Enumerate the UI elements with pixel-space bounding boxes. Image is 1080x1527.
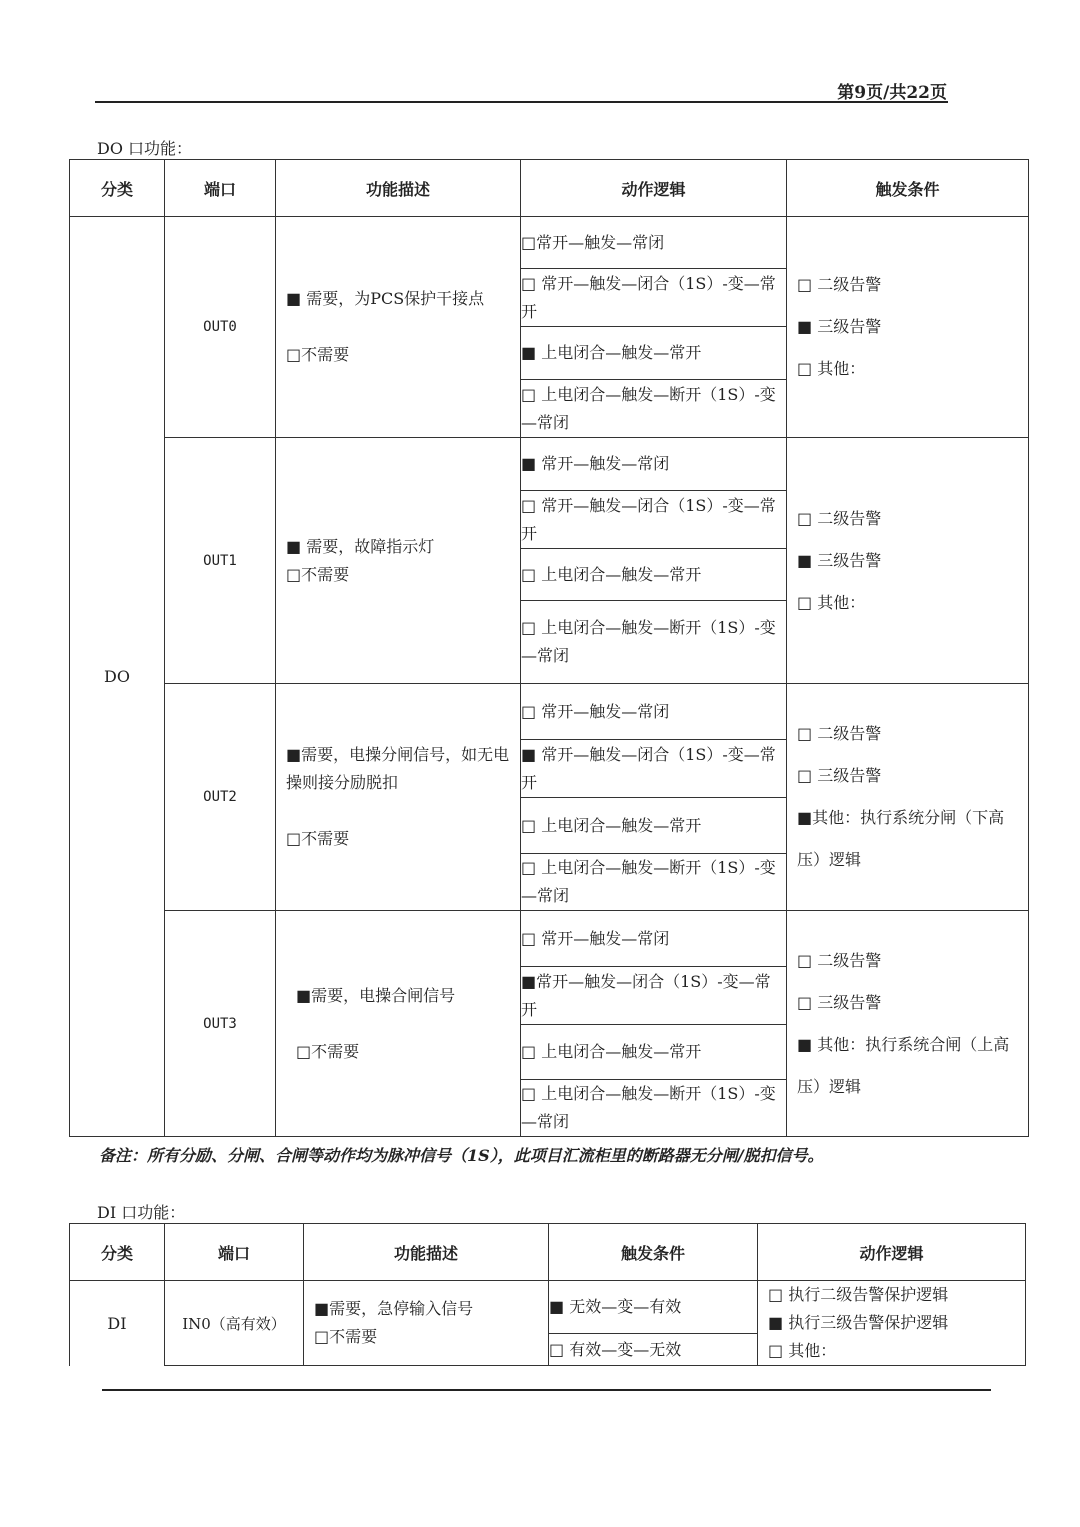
header-function-description: 功能描述 xyxy=(304,1224,549,1281)
function-description-cell xyxy=(276,684,521,911)
trigger-option[interactable]: ■ 无效—变—有效 xyxy=(549,1281,758,1334)
logic-option[interactable]: ■ 常开—触发—闭合（1S）-变—常开 xyxy=(521,740,787,798)
option-not-required[interactable]: □不需要 xyxy=(286,345,350,364)
logic-option[interactable]: □ 常开—触发—常闭 xyxy=(521,911,787,967)
header-action-logic: 动作逻辑 xyxy=(521,160,787,217)
logic-option[interactable]: □ 上电闭合—触发—断开（1S）-变—常闭 xyxy=(521,1080,787,1137)
option-not-required[interactable]: □不需要 xyxy=(296,1041,360,1061)
trigger-option[interactable]: □ 有效—变—无效 xyxy=(549,1334,758,1366)
page-number: 第9页/共22页 xyxy=(837,83,947,103)
category-cell xyxy=(70,217,165,1137)
logic-option[interactable]: □ 上电闭合—触发—常开 xyxy=(521,549,787,601)
trigger-condition-cell xyxy=(787,438,1029,684)
port-cell: OUT1 xyxy=(165,438,276,684)
trigger-option[interactable]: □ 二级告警 xyxy=(797,508,882,528)
trigger-option[interactable]: □ 二级告警 xyxy=(797,724,882,743)
function-description-cell xyxy=(276,911,521,1137)
di-header-row xyxy=(70,1224,1026,1281)
logic-option[interactable]: □ 上电闭合—触发—断开（1S）-变—常闭 xyxy=(521,854,787,911)
category-cell: DI xyxy=(70,1281,165,1366)
remark-note: 备注：所有分励、分闸、合闸等动作均为脉冲信号（1S），此项目汇流柜里的断路器无分闸/脱扣信号。 xyxy=(99,1146,824,1165)
logic-option[interactable]: □ 常开—触发—闭合（1S）-变—常开 xyxy=(521,269,787,327)
logic-option[interactable]: ■ 执行三级告警保护逻辑 xyxy=(768,1313,949,1332)
port-cell: OUT0 xyxy=(165,217,276,438)
option-required[interactable]: ■需要，急停输入信号 xyxy=(314,1299,474,1318)
trigger-option[interactable]: ■ 其他：执行系统合闸（上高压）逻辑 xyxy=(797,1034,1010,1096)
logic-option[interactable]: □ 执行二级告警保护逻辑 xyxy=(768,1285,949,1304)
header-function-description: 功能描述 xyxy=(276,160,521,217)
header-port: 端口 xyxy=(165,1224,304,1281)
logic-option[interactable]: ■ 常开—触发—常闭 xyxy=(521,438,787,491)
header-category: 分类 xyxy=(70,160,165,217)
action-logic-cell xyxy=(758,1281,1026,1366)
logic-option[interactable]: □常开—触发—常闭 xyxy=(521,217,787,269)
header-port: 端口 xyxy=(165,160,276,217)
header-trigger-condition: 触发条件 xyxy=(549,1224,758,1281)
trigger-option[interactable]: ■ 三级告警 xyxy=(797,317,882,336)
logic-option[interactable]: ■常开—触发—闭合（1S）-变—常开 xyxy=(521,967,787,1025)
trigger-option[interactable]: ■ 三级告警 xyxy=(797,550,882,570)
function-description-cell xyxy=(276,217,521,438)
trigger-option[interactable]: ■其他：执行系统分闸（下高压）逻辑 xyxy=(797,808,1005,869)
trigger-option[interactable]: □ 其他： xyxy=(797,592,866,612)
logic-option[interactable]: □ 上电闭合—触发—断开（1S）-变—常闭 xyxy=(521,380,787,438)
trigger-option[interactable]: □ 二级告警 xyxy=(797,275,882,294)
port-cell: IN0（高有效） xyxy=(165,1281,304,1366)
logic-option[interactable]: □ 上电闭合—触发—常开 xyxy=(521,798,787,854)
do-section-title: DO 口功能： xyxy=(97,139,193,158)
table-row xyxy=(70,438,1029,491)
trigger-option[interactable]: □ 二级告警 xyxy=(797,950,882,970)
header-action-logic: 动作逻辑 xyxy=(758,1224,1026,1281)
logic-option[interactable]: □ 常开—触发—闭合（1S）-变—常开 xyxy=(521,491,787,549)
logic-option[interactable]: □ 常开—触发—常闭 xyxy=(521,684,787,740)
header-rule xyxy=(95,101,948,103)
function-description-cell xyxy=(304,1281,549,1366)
logic-option[interactable]: □ 其他： xyxy=(768,1341,837,1360)
option-required[interactable]: ■需要，电操分闸信号，如无电操则接分励脱扣 xyxy=(286,745,510,792)
header-trigger-condition: 触发条件 xyxy=(787,160,1029,217)
table-row xyxy=(70,217,1029,269)
option-required[interactable]: ■ 需要，为PCS保护干接点 xyxy=(286,289,485,308)
trigger-condition-cell xyxy=(787,911,1029,1137)
trigger-option[interactable]: □ 三级告警 xyxy=(797,992,882,1012)
port-cell: OUT3 xyxy=(165,911,276,1137)
footer-rule xyxy=(102,1389,991,1391)
logic-option[interactable]: □ 上电闭合—触发—断开（1S）-变—常闭 xyxy=(521,601,787,684)
di-function-table xyxy=(69,1223,1026,1366)
logic-option[interactable]: ■ 上电闭合—触发—常开 xyxy=(521,327,787,380)
trigger-option[interactable]: □ 三级告警 xyxy=(797,766,882,785)
function-description-cell xyxy=(276,438,521,684)
option-required[interactable]: ■需要，电操合闸信号 xyxy=(296,985,456,1005)
trigger-condition-cell xyxy=(787,217,1029,438)
table-row xyxy=(70,911,1029,967)
trigger-option[interactable]: □ 其他： xyxy=(797,359,866,378)
option-not-required[interactable]: □不需要 xyxy=(286,829,350,848)
option-not-required[interactable]: □不需要 xyxy=(314,1327,378,1346)
do-header-row xyxy=(70,160,1029,217)
port-cell: OUT2 xyxy=(165,684,276,911)
option-not-required[interactable]: □不需要 xyxy=(286,564,350,584)
trigger-condition-cell xyxy=(787,684,1029,911)
category-label: DO xyxy=(104,667,130,686)
option-required[interactable]: ■ 需要，故障指示灯 xyxy=(286,536,435,556)
table-row xyxy=(70,684,1029,740)
header-category: 分类 xyxy=(70,1224,165,1281)
di-section-title: DI 口功能： xyxy=(97,1203,186,1222)
logic-option[interactable]: □ 上电闭合—触发—常开 xyxy=(521,1025,787,1080)
do-function-table xyxy=(69,159,1029,1137)
table-row xyxy=(70,1281,1026,1334)
